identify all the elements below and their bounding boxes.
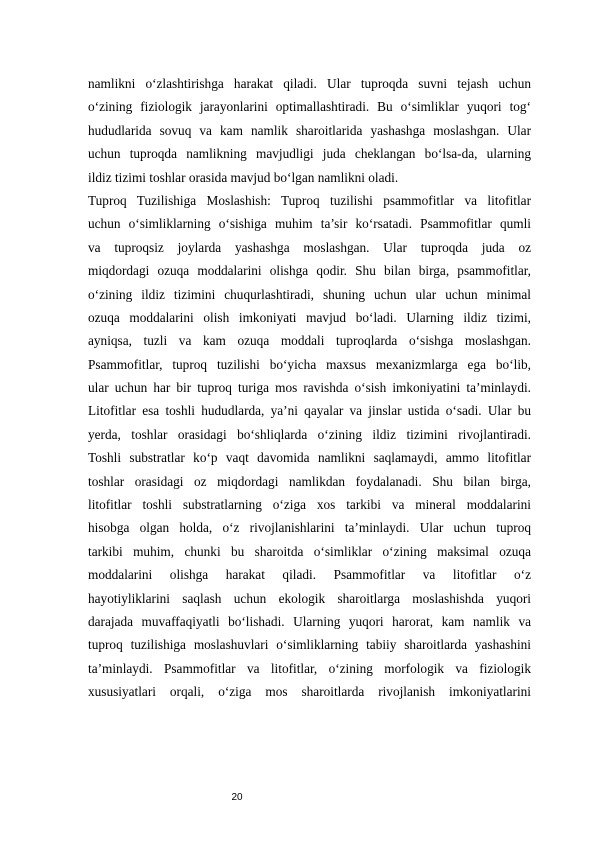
text-line: moddalarini olishga harakat qiladi. Psammofitlar va litofitlar o‘z <box>88 567 531 583</box>
text-line: hisobga olgan holda, o‘z rivojlanishlarini ta’minlaydi. Ular uchun tuproq <box>88 520 531 536</box>
text-line: ta’minlaydi. Psammofitlar va litofitlar, o‘zining morfologik va fiziologik <box>88 660 531 676</box>
text-line: toshlar orasidagi oz miqdordagi namlikdan foydalanadi. Shu bilan birga, <box>88 473 531 489</box>
text-line: Toshli substratlar ko‘p vaqt davomida namlikni saqlamaydi, ammo litofitlar <box>88 450 531 466</box>
paragraph-2 <box>88 189 531 704</box>
text-line: ayniqsa, tuzli va kam ozuqa moddali tuproqlarda o‘sishga moslashgan. <box>88 333 531 349</box>
paragraph-1 <box>88 72 531 189</box>
text-line: o‘zining fiziologik jarayonlarini optimallashtiradi. Bu o‘simliklar yuqori tog‘ <box>88 99 531 115</box>
text-line: hududlarida sovuq va kam namlik sharoitlarida yashashga moslashgan. Ular <box>88 122 531 138</box>
text-line: va tuproqsiz joylarda yashashga moslashgan. Ular tuproqda juda oz <box>88 239 531 255</box>
text-line: namlikni o‘zlashtirishga harakat qiladi. Ular tuproqda suvni tejash uchun <box>88 76 531 91</box>
text-line: Litofitlar esa toshli hududlarda, ya’ni qayalar va jinslar ustida o‘sadi. Ular bu <box>88 403 531 419</box>
text-line: Psammofitlar, tuproq tuzilishi bo‘yicha maxsus mexanizmlarga ega bo‘lib, <box>88 356 531 372</box>
text-line: tuproq tuzilishiga moslashuvlari o‘simliklarning tabiiy sharoitlarda yashashini <box>88 637 531 653</box>
text-line: hayotiyliklarini saqlash uchun ekologik sharoitlarga moslashishda yuqori <box>88 590 531 606</box>
page-number: 20 <box>231 792 243 803</box>
text-line: yerda, toshlar orasidagi bo‘shliqlarda o‘zining ildiz tizimini rivojlantiradi. <box>88 426 531 442</box>
text-line: uchun o‘simliklarning o‘sishiga muhim ta’sir ko‘rsatadi. Psammofitlar qumli <box>88 216 531 232</box>
text-line: darajada muvaffaqiyatli bo‘lishadi. Ularning yuqori harorat, kam namlik va <box>88 613 531 629</box>
text-line: ozuqa moddalarini olish imkoniyati mavjud bo‘ladi. Ularning ildiz tizimi, <box>88 309 531 325</box>
text-line: ular uchun har bir tuproq turiga mos ravishda o‘sish imkoniyatini ta’minlaydi. <box>88 380 531 396</box>
text-line: miqdordagi ozuqa moddalarini olishga qodir. Shu bilan birga, psammofitlar, <box>88 263 531 279</box>
text-line: litofitlar toshli substratlarning o‘ziga xos tarkibi va mineral moddalarini <box>88 497 531 513</box>
text-line: o‘zining ildiz tizimini chuqurlashtiradi, shuning uchun ular uchun minimal <box>88 286 531 302</box>
text-line: tarkibi muhim, chunki bu sharoitda o‘simliklar o‘zining maksimal ozuqa <box>88 543 531 559</box>
text-line: Tuproq Tuzilishiga Moslashish: Tuproq tuzilishi psammofitlar va litofitlar <box>88 192 531 208</box>
text-line: ildiz tizimi toshlar orasida mavjud bo‘lgan namlikni oladi. <box>88 169 399 185</box>
body-text <box>88 72 531 704</box>
text-line: xususiyatlari orqali, o‘ziga mos sharoitlarda rivojlanish imkoniyatlarini <box>88 684 531 700</box>
text-line: uchun tuproqda namlikning mavjudligi juda cheklangan bo‘lsa-da, ularning <box>88 146 531 162</box>
